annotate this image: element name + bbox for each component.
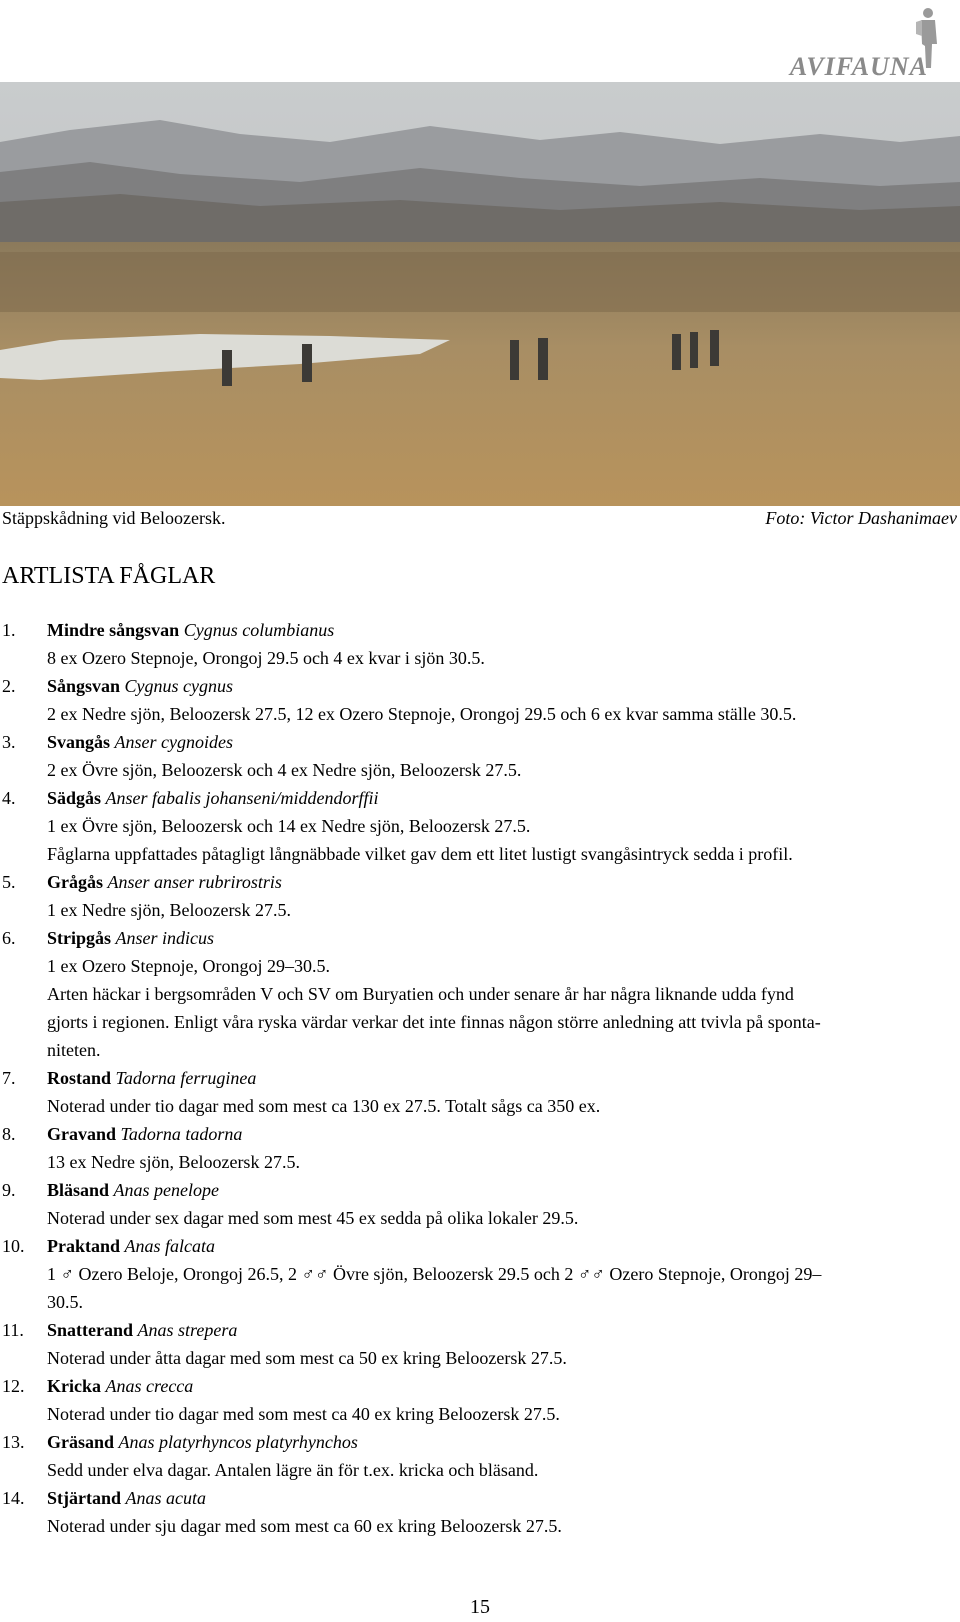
entry-number: 9. xyxy=(2,1180,16,1200)
scientific-name: Cygnus columbianus xyxy=(183,620,335,640)
entry-number: 8. xyxy=(2,1124,16,1144)
species-entry xyxy=(2,784,952,868)
avifauna-logo xyxy=(780,6,960,81)
species-name: Stripgås xyxy=(47,928,112,948)
observation-text: 1 ♂ Ozero Beloje, Orongoj 26.5, 2 ♂♂ Övre sjön, Beloozersk 29.5 och 2 ♂♂ Ozero Stepnoje, Orongoj 29– xyxy=(47,1264,822,1284)
species-name: Bläsand xyxy=(47,1180,110,1200)
observation-text: 2 ex Övre sjön, Beloozersk och 4 ex Nedre sjön, Beloozersk 27.5. xyxy=(47,760,522,780)
observation-text: Fåglarna uppfattades påtagligt långnäbbade vilket gav dem ett litet lustigt svangåsintryck sedda i profil. xyxy=(47,844,793,864)
species-name: Grågås xyxy=(47,872,103,892)
entry-number: 4. xyxy=(2,788,16,808)
observation-text: Arten häckar i bergsområden V och SV om Buryatien och under senare år har några liknande udda fynd xyxy=(47,984,794,1004)
observation-text: Noterad under sju dagar med som mest ca 60 ex kring Beloozersk 27.5. xyxy=(47,1516,562,1536)
observation-text: 8 ex Ozero Stepnoje, Orongoj 29.5 och 4 ex kvar i sjön 30.5. xyxy=(47,648,485,668)
species-entry xyxy=(2,1428,952,1484)
entry-number: 11. xyxy=(2,1320,24,1340)
entry-number: 14. xyxy=(2,1488,25,1508)
observation-text: 1 ex Nedre sjön, Beloozersk 27.5. xyxy=(47,900,291,920)
section-heading: ARTLISTA FÅGLAR xyxy=(2,563,216,589)
species-entry xyxy=(2,1120,952,1176)
species-name: Gravand xyxy=(47,1124,117,1144)
species-heading xyxy=(47,1176,952,1204)
observation-text: 13 ex Nedre sjön, Beloozersk 27.5. xyxy=(47,1152,300,1172)
scientific-name: Anser indicus xyxy=(115,928,215,948)
species-name: Rostand xyxy=(47,1068,112,1088)
scientific-name: Anas falcata xyxy=(124,1236,216,1256)
caption-text: Stäppskådning vid Beloozersk. xyxy=(2,508,226,528)
scientific-name: Anser cygnoides xyxy=(114,732,233,752)
species-heading xyxy=(47,924,952,952)
entry-number: 10. xyxy=(2,1236,25,1256)
species-entry xyxy=(2,1176,952,1232)
scientific-name: Anser fabalis johanseni/middendorffii xyxy=(105,788,379,808)
scientific-name: Anas platyrhyncos platyrhynchos xyxy=(118,1432,358,1452)
species-heading xyxy=(47,1372,952,1400)
species-name: Mindre sångsvan xyxy=(47,620,180,640)
species-heading xyxy=(47,728,952,756)
species-heading xyxy=(47,1064,952,1092)
species-heading xyxy=(47,784,952,812)
scientific-name: Anas strepera xyxy=(137,1320,238,1340)
steppe-photo xyxy=(0,82,960,506)
observation-text: gjorts i regionen. Enligt våra ryska värdar verkar det inte finnas någon större anledning att tvivla på sponta- xyxy=(47,1012,821,1032)
scientific-name: Cygnus cygnus xyxy=(124,676,234,696)
entry-number: 1. xyxy=(2,620,16,640)
entry-number: 12. xyxy=(2,1376,25,1396)
species-name: Stjärtand xyxy=(47,1488,122,1508)
species-name: Sångsvan xyxy=(47,676,121,696)
scientific-name: Anser anser rubrirostris xyxy=(107,872,282,892)
species-name: Praktand xyxy=(47,1236,121,1256)
scientific-name: Tadorna ferruginea xyxy=(115,1068,257,1088)
species-entry xyxy=(2,1232,952,1316)
species-name: Gräsand xyxy=(47,1432,115,1452)
species-entry xyxy=(2,1064,952,1120)
observation-text: Noterad under åtta dagar med som mest ca 50 ex kring Beloozersk 27.5. xyxy=(47,1348,567,1368)
species-entry xyxy=(2,1316,952,1372)
entry-number: 5. xyxy=(2,872,16,892)
species-heading xyxy=(47,1232,952,1260)
scientific-name: Anas acuta xyxy=(125,1488,207,1508)
entry-number: 2. xyxy=(2,676,16,696)
observation-text: 2 ex Nedre sjön, Beloozersk 27.5, 12 ex Ozero Stepnoje, Orongoj 29.5 och 6 ex kvar samma ställe 30.5. xyxy=(47,704,797,724)
observation-text: 30.5. xyxy=(47,1292,83,1312)
species-heading xyxy=(47,672,952,700)
species-entry xyxy=(2,868,952,924)
scientific-name: Tadorna tadorna xyxy=(120,1124,243,1144)
species-name: Svangås xyxy=(47,732,111,752)
species-heading xyxy=(47,868,952,896)
species-name: Kricka xyxy=(47,1376,101,1396)
species-heading xyxy=(47,1428,952,1456)
species-heading xyxy=(47,1484,952,1512)
species-heading xyxy=(47,1120,952,1148)
observation-text: niteten. xyxy=(47,1040,101,1060)
page-number: 15 xyxy=(470,1596,490,1618)
observation-text: 1 ex Övre sjön, Beloozersk och 14 ex Nedre sjön, Beloozersk 27.5. xyxy=(47,816,531,836)
species-entry xyxy=(2,616,952,672)
entry-number: 3. xyxy=(2,732,16,752)
species-name: Sädgås xyxy=(47,788,102,808)
scientific-name: Anas penelope xyxy=(113,1180,220,1200)
species-entry xyxy=(2,1372,952,1428)
species-heading xyxy=(47,1316,952,1344)
photo-credit: Foto: Victor Dashanimaev xyxy=(765,508,957,528)
species-list xyxy=(2,616,952,1540)
observation-text: Noterad under sex dagar med som mest 45 ex sedda på olika lokaler 29.5. xyxy=(47,1208,579,1228)
observation-text: Noterad under tio dagar med som mest ca 40 ex kring Beloozersk 27.5. xyxy=(47,1404,560,1424)
logo-text: AVIFAUNA xyxy=(789,52,928,81)
observation-text: Sedd under elva dagar. Antalen lägre än för t.ex. kricka och bläsand. xyxy=(47,1460,539,1480)
species-entry xyxy=(2,672,952,728)
species-heading xyxy=(47,616,952,644)
species-entry xyxy=(2,924,952,1064)
scientific-name: Anas crecca xyxy=(105,1376,194,1396)
observation-text: 1 ex Ozero Stepnoje, Orongoj 29–30.5. xyxy=(47,956,330,976)
species-entry xyxy=(2,728,952,784)
entry-number: 7. xyxy=(2,1068,16,1088)
entry-number: 13. xyxy=(2,1432,25,1452)
observation-text: Noterad under tio dagar med som mest ca 130 ex 27.5. Totalt sågs ca 350 ex. xyxy=(47,1096,601,1116)
species-name: Snatterand xyxy=(47,1320,134,1340)
species-entry xyxy=(2,1484,952,1540)
entry-number: 6. xyxy=(2,928,16,948)
